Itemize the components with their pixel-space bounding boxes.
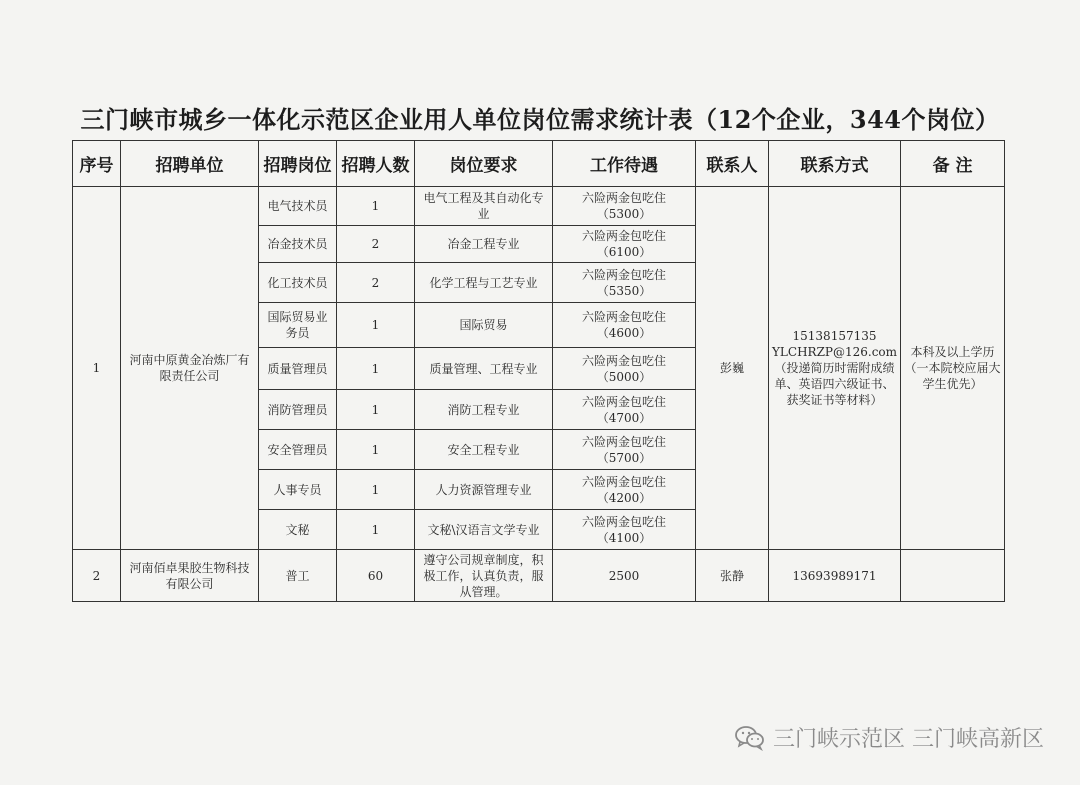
wechat-icon	[735, 725, 765, 751]
position-requirement: 电气工程及其自动化专业	[415, 187, 553, 226]
position-title: 人事专员	[259, 470, 337, 510]
position-title: 化工技术员	[259, 263, 337, 303]
position-salary: 六险两金包吃住 （4100）	[553, 510, 696, 550]
position-requirement: 消防工程专业	[415, 390, 553, 430]
position-requirement: 化学工程与工艺专业	[415, 263, 553, 303]
position-title: 冶金技术员	[259, 226, 337, 263]
table-row	[73, 550, 1005, 602]
position-title: 国际贸易业务员	[259, 303, 337, 348]
position-requirement: 文秘\汉语言文学专业	[415, 510, 553, 550]
contact-person: 彭巍	[696, 187, 769, 550]
position-count: 2	[337, 226, 415, 263]
row-number: 1	[73, 187, 121, 550]
position-count: 1	[337, 470, 415, 510]
position-title: 电气技术员	[259, 187, 337, 226]
company-name: 河南中原黄金冶炼厂有限责任公司	[121, 187, 259, 550]
header-company: 招聘单位	[121, 141, 259, 187]
contact-person: 张静	[696, 550, 769, 602]
position-title: 消防管理员	[259, 390, 337, 430]
watermark-text: 三门峡示范区 三门峡高新区	[773, 727, 1044, 752]
position-salary: 六险两金包吃住 （5000）	[553, 348, 696, 390]
table-row	[73, 187, 1005, 226]
recruitment-table	[72, 140, 1005, 602]
position-requirement: 遵守公司规章制度，积极工作，认真负责，服从管理。	[415, 550, 553, 602]
position-count: 60	[337, 550, 415, 602]
watermark	[735, 722, 1044, 753]
contact-info: 15138157135 YLCHRZP@126.com （投递简历时需附成绩单、英语四六级证书、获奖证书等材料）	[769, 187, 901, 550]
position-count: 2	[337, 263, 415, 303]
position-salary: 六险两金包吃住 （4200）	[553, 470, 696, 510]
position-salary: 六险两金包吃住 （5300）	[553, 187, 696, 226]
position-count: 1	[337, 187, 415, 226]
position-title: 安全管理员	[259, 430, 337, 470]
header-no: 序号	[73, 141, 121, 187]
position-count: 1	[337, 390, 415, 430]
position-count: 1	[337, 303, 415, 348]
header-count: 招聘人数	[337, 141, 415, 187]
header-contact-person: 联系人	[696, 141, 769, 187]
contact-info: 13693989171	[769, 550, 901, 602]
row-number: 2	[73, 550, 121, 602]
position-salary: 六险两金包吃住 （4700）	[553, 390, 696, 430]
position-requirement: 冶金工程专业	[415, 226, 553, 263]
position-requirement: 安全工程专业	[415, 430, 553, 470]
position-requirement: 国际贸易	[415, 303, 553, 348]
position-count: 1	[337, 430, 415, 470]
position-title: 文秘	[259, 510, 337, 550]
header-requirement: 岗位要求	[415, 141, 553, 187]
position-salary: 六险两金包吃住 （4600）	[553, 303, 696, 348]
position-salary: 六险两金包吃住 （5350）	[553, 263, 696, 303]
position-title: 质量管理员	[259, 348, 337, 390]
header-note: 备 注	[901, 141, 1005, 187]
position-salary: 六险两金包吃住 （6100）	[553, 226, 696, 263]
document-title: 三门峡市城乡一体化示范区企业用人单位岗位需求统计表（12个企业，344个岗位）	[80, 105, 1000, 134]
position-title: 普工	[259, 550, 337, 602]
position-count: 1	[337, 510, 415, 550]
note: 本科及以上学历（一本院校应届大学生优先）	[901, 187, 1005, 550]
header-row	[73, 141, 1005, 187]
position-requirement: 质量管理、工程专业	[415, 348, 553, 390]
header-contact-info: 联系方式	[769, 141, 901, 187]
position-salary: 2500	[553, 550, 696, 602]
position-requirement: 人力资源管理专业	[415, 470, 553, 510]
header-position: 招聘岗位	[259, 141, 337, 187]
company-name: 河南佰卓果胶生物科技有限公司	[121, 550, 259, 602]
position-salary: 六险两金包吃住 （5700）	[553, 430, 696, 470]
position-count: 1	[337, 348, 415, 390]
note	[901, 550, 1005, 602]
header-salary: 工作待遇	[553, 141, 696, 187]
